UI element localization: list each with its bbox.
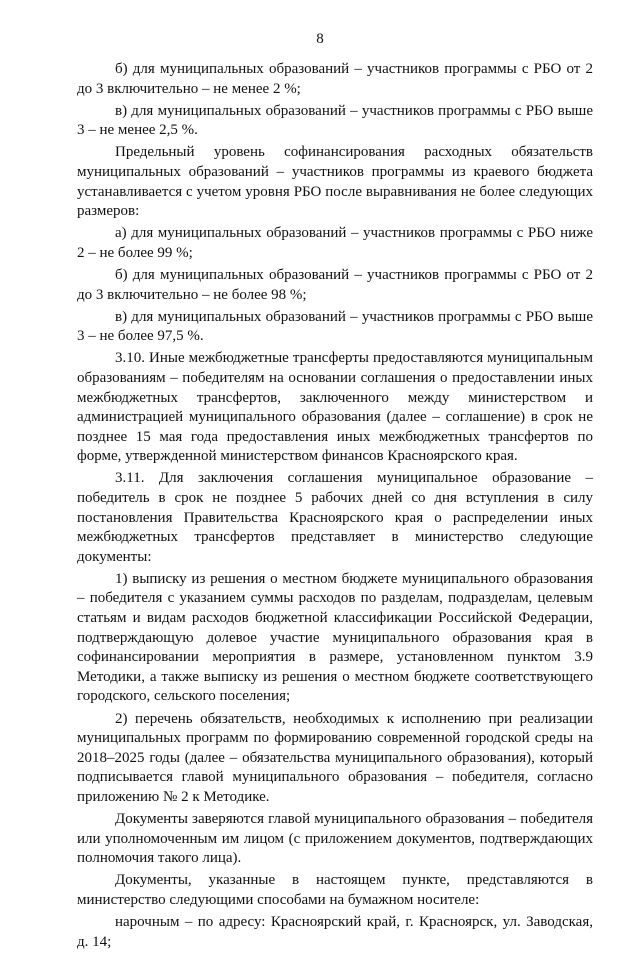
paragraph-certification: Документы заверяются главой муниципального образования – победителя или уполномоченным им лицом (с приложением документов, подтверждающих полномочия такого лица). (77, 810, 593, 867)
paragraph-courier-address: нарочным – по адресу: Красноярский край, г. Красноярск, ул. Заводская, д. 14; (77, 913, 593, 950)
paragraph-v-97-5: в) для муниципальных образований – участников программы с РБО выше 3 – не более 97,5 %. (77, 308, 593, 345)
paragraph-b-98: б) для муниципальных образований – участников программы с РБО от 2 до 3 включительно – не более 98 %; (77, 266, 593, 303)
list-item-1: 1) выписку из решения о местном бюджете муниципального образования – победителя с указанием суммы расходов по разделам, подразделам, целевым статьям и видам расходов бюджетной классификации Российской Федерации, подтверждающую долевое участие муниципального образования края в софинансировании мероприятия в размере, установленном пунктом 3.9 Методики, а также выписку из решения о местном бюджете соответствующего городского, сельского поселения; (77, 570, 593, 705)
paragraph-submission-methods: Документы, указанные в настоящем пункте, представляются в министерство следующими способами на бумажном носителе: (77, 872, 593, 908)
list-item-2: 2) перечень обязательств, необходимых к исполнению при реализации муниципальных программ по формированию современной городской среды на 2018–2025 годы (далее – обязательства муниципального образования), который подписывается главой муниципального образования – победителя, согласно приложению № 2 к Методике. (77, 710, 593, 805)
paragraph-3-10: 3.10. Иные межбюджетные трансферты предоставляются муниципальным образованиям – победителям на основании соглашения о предоставлении иных межбюджетных трансфертов, заключенного между министерством и администрацией муниципального образования (далее – соглашение) в срок не позднее 15 мая года предоставления иных межбюджетных трансфертов по форме, утвержденной министерством финансов Красноярского края. (77, 350, 593, 465)
paragraph-a-99: а) для муниципальных образований – участников программы с РБО ниже 2 – не более 99 %; (77, 225, 593, 261)
document-body (77, 60, 593, 955)
paragraph-3-11: 3.11. Для заключения соглашения муниципальное образование – победитель в срок не позднее 5 рабочих дней со дня вступления в силу постановления Правительства Красноярского края о распределении иных межбюджетных трансфертов представляет в министерство следующие документы: (77, 470, 593, 565)
paragraph-cofinancing-limit: Предельный уровень софинансирования расходных обязательств муниципальных образований – участников программы из краевого бюджета устанавливается с учетом уровня РБО после выравнивания не более следующих размеров: (77, 144, 593, 220)
paragraph-b-2: б) для муниципальных образований – участников программы с РБО от 2 до 3 включительно – не менее 2 %; (77, 61, 593, 97)
paragraph-v-2-5: в) для муниципальных образований – участников программы с РБО выше 3 – не менее 2,5 %. (77, 102, 593, 139)
page-number: 8 (316, 31, 324, 47)
